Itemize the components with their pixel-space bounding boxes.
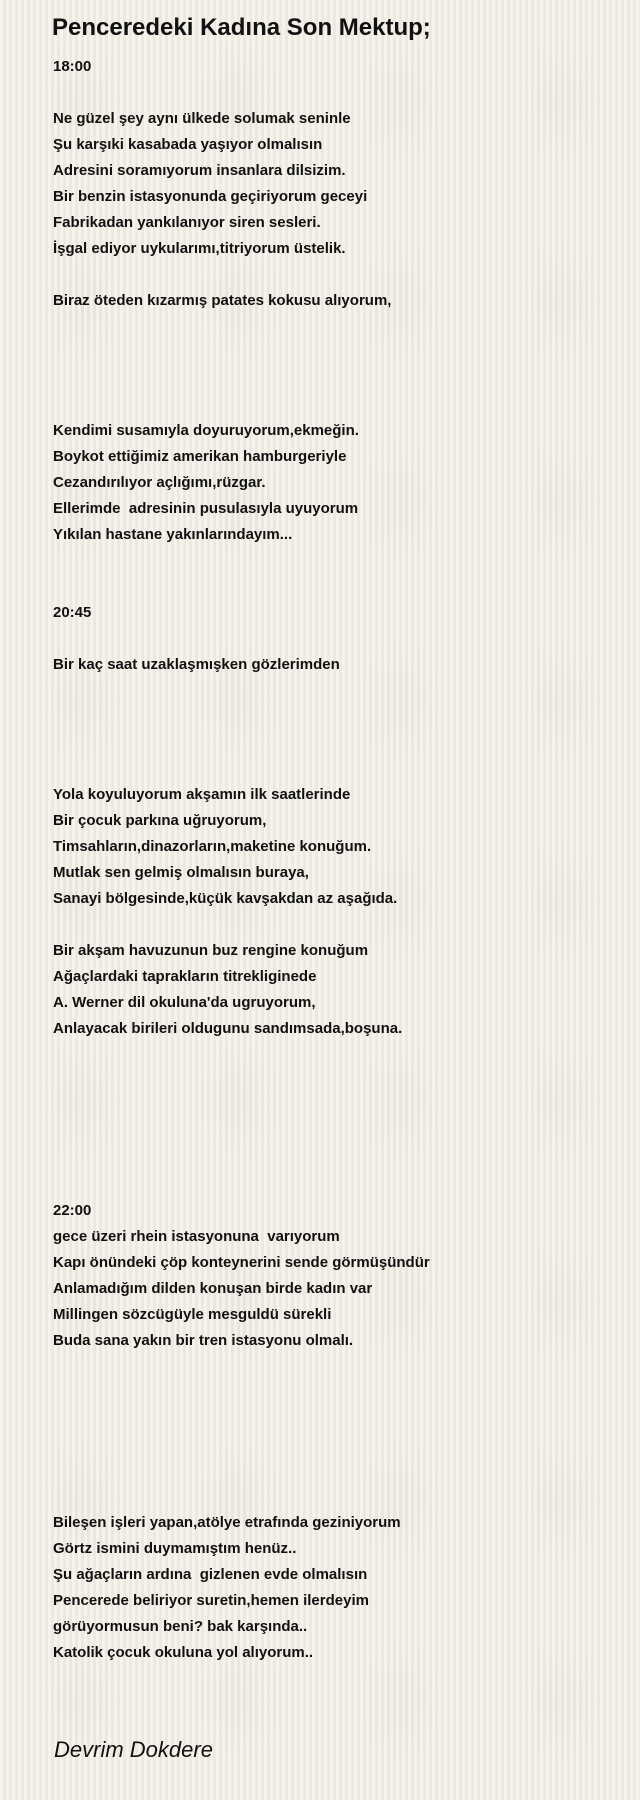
poem-line: Şu karşıki kasabada yaşıyor olmalısın [53,136,323,153]
poem-blank-line [53,912,613,938]
poem-line: 22:00 [53,1202,92,1219]
poem-blank-line [53,1484,613,1510]
poem-line: Anlayacak birileri oldugunu sandımsada,boşuna. [53,1020,403,1037]
poem-blank-line [53,1146,613,1172]
poem-blank-line [53,262,613,288]
poem-line: Kendimi susamıyla doyuruyorum,ekmeğin. [53,422,359,439]
poem-blank-line [53,1120,613,1146]
poem-body [53,54,613,1666]
poem-title: Penceredeki Kadına Son Mektup; [52,14,431,41]
poem-line: Ne güzel şey aynı ülkede solumak seninle [53,110,351,127]
poem-blank-line [53,1406,613,1432]
poem-line: Timsahların,dinazorların,maketine konuğum. [53,838,372,855]
poem-line: Ağaçlardaki taprakların titrekliginede [53,968,317,985]
poem-line: Şu ağaçların ardına gizlenen evde olmalısın [53,1566,368,1583]
poem-line: Bir akşam havuzunun buz rengine konuğum [53,942,369,959]
poem-line: Sanayi bölgesinde,küçük kavşakdan az aşağıda. [53,890,398,907]
poem-blank-line [53,366,613,392]
poem-line: Bir kaç saat uzaklaşmışken gözlerimden [53,656,340,673]
poem-blank-line [53,392,613,418]
poem-blank-line [53,730,613,756]
poem-blank-line [53,314,613,340]
poem-line: Anlamadığım dilden konuşan birde kadın var [53,1280,373,1297]
poem-line: görüyormusun beni? bak karşında.. [53,1618,308,1635]
poem-line: Bir çocuk parkına uğruyorum, [53,812,267,829]
poem-blank-line [53,756,613,782]
poem-line: Buda sana yakın bir tren istasyonu olmalı. [53,1332,354,1349]
poem-line: Mutlak sen gelmiş olmalısın buraya, [53,864,309,881]
poem-blank-line [53,1432,613,1458]
poem-line: Bir benzin istasyonunda geçiriyorum geceyi [53,188,368,205]
poem-blank-line [53,340,613,366]
poem-line: Katolik çocuk okuluna yol alıyorum.. [53,1644,314,1661]
poem-blank-line [53,1458,613,1484]
poem-line: gece üzeri rhein istasyonuna varıyorum [53,1228,340,1245]
poem-blank-line [53,678,613,704]
poem-blank-line [53,1172,613,1198]
poem-blank-line [53,548,613,574]
poem-blank-line [53,704,613,730]
poem-blank-line [53,1042,613,1068]
poem-blank-line [53,1094,613,1120]
poem-line: Yola koyuluyorum akşamın ilk saatlerinde [53,786,351,803]
poem-line: Millingen sözcügüyle mesguldü sürekli [53,1306,332,1323]
poem-line: A. Werner dil okuluna'da ugruyorum, [53,994,316,1011]
poem-blank-line [53,80,613,106]
poem-line: 20:45 [53,604,92,621]
poem-line: Kapı önündeki çöp konteynerini sende görmüşündür [53,1254,430,1271]
poem-line: Görtz ismini duymamıştım henüz.. [53,1540,297,1557]
poem-line: Cezandırılıyor açlığımı,rüzgar. [53,474,266,491]
poem-line: Boykot ettiğimiz amerikan hamburgeriyle [53,448,347,465]
poem-line: 18:00 [53,58,92,75]
poem-blank-line [53,1354,613,1380]
poem-line: Ellerimde adresinin pusulasıyla uyuyorum [53,500,359,517]
poem-line: Fabrikadan yankılanıyor siren sesleri. [53,214,321,231]
poem-line: Adresini soramıyorum insanlara dilsizim. [53,162,346,179]
poem-line: Biraz öteden kızarmış patates kokusu alıyorum, [53,292,392,309]
poem-blank-line [53,626,613,652]
poem-author: Devrim Dokdere [54,1737,213,1762]
poem-line: Bileşen işleri yapan,atölye etrafında geziniyorum [53,1514,401,1531]
poem-blank-line [53,1068,613,1094]
poem-blank-line [53,574,613,600]
poem-line: İşgal ediyor uykularımı,titriyorum üstelik. [53,240,346,257]
poem-line: Yıkılan hastane yakınlarındayım... [53,526,293,543]
poem-blank-line [53,1380,613,1406]
poem-line: Pencerede beliriyor suretin,hemen ilerdeyim [53,1592,369,1609]
